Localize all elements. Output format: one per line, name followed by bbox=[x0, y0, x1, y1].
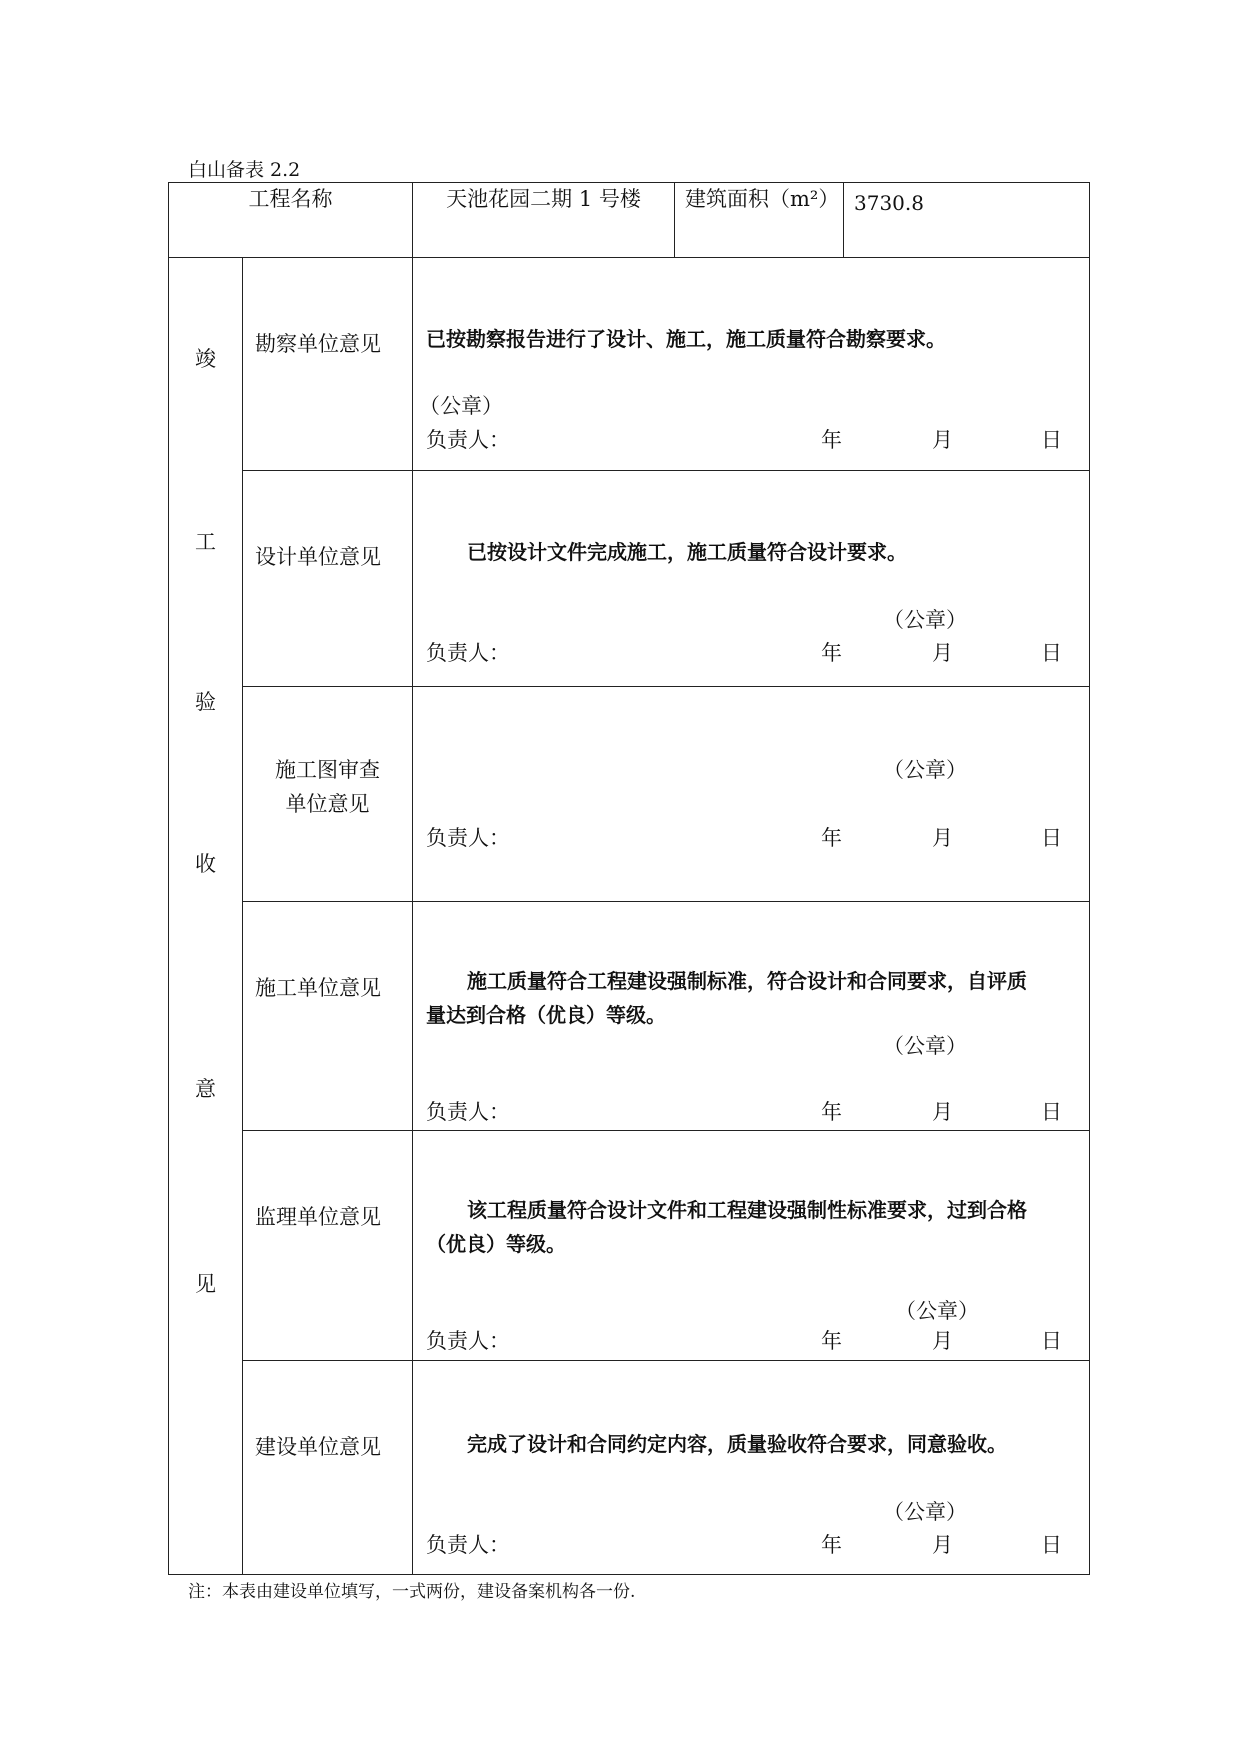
month-label: 月 bbox=[932, 1532, 953, 1557]
responsible-label: 负责人： bbox=[426, 1532, 510, 1557]
seal-label: （公章） bbox=[883, 757, 967, 782]
opinion-text: 已按设计文件完成施工，施工质量符合设计要求。 bbox=[467, 540, 907, 565]
year-label: 年 bbox=[821, 1099, 842, 1124]
unit-label-cell bbox=[243, 258, 413, 471]
opinion-line1: 该工程质量符合设计文件和工程建设强制性标准要求，过到合格 bbox=[467, 1198, 1027, 1223]
month-label: 月 bbox=[932, 641, 953, 666]
unit-label bbox=[243, 753, 412, 821]
opinion-line1: 施工质量符合工程建设强制标准，符合设计和合同要求，自评质 bbox=[467, 968, 1027, 993]
opinion-cell bbox=[413, 686, 1090, 901]
area-value: 3730.8 bbox=[844, 183, 1090, 258]
opinion-row-survey bbox=[169, 258, 1090, 471]
seal-label: （公章） bbox=[883, 608, 967, 633]
year-label: 年 bbox=[821, 641, 842, 666]
day-label: 日 bbox=[1041, 1329, 1062, 1354]
unit-label-cell bbox=[243, 471, 413, 686]
responsible-label: 负责人： bbox=[426, 428, 510, 452]
opinion-text: 已按勘察报告进行了设计、施工，施工质量符合勘察要求。 bbox=[426, 327, 946, 351]
opinion-line2: （优良）等级。 bbox=[426, 1232, 566, 1257]
opinion-row-owner bbox=[169, 1360, 1090, 1574]
opinion-cell bbox=[413, 471, 1090, 686]
responsible-label: 负责人： bbox=[426, 825, 510, 850]
year-label: 年 bbox=[821, 1532, 842, 1557]
unit-label-cell bbox=[243, 901, 413, 1130]
seal-label: （公章） bbox=[883, 1033, 967, 1058]
year-label: 年 bbox=[821, 825, 842, 850]
form-code: 白山备表 2.2 bbox=[188, 159, 301, 181]
day-label: 日 bbox=[1041, 428, 1062, 452]
month-label: 月 bbox=[932, 825, 953, 850]
unit-label-cell bbox=[243, 1131, 413, 1360]
side-label bbox=[169, 258, 243, 1575]
seal-label: （公章） bbox=[883, 1499, 967, 1524]
unit-label: 监理单位意见 bbox=[255, 1205, 381, 1230]
month-label: 月 bbox=[932, 1099, 953, 1124]
project-name-label: 工程名称 bbox=[169, 183, 413, 258]
side-char: 工 bbox=[195, 530, 216, 554]
opinion-row-supervision bbox=[169, 1131, 1090, 1360]
project-name-value: 天池花园二期 1 号楼 bbox=[413, 183, 675, 258]
opinion-text bbox=[426, 1193, 1027, 1261]
opinion-row-design bbox=[169, 471, 1090, 686]
opinion-text bbox=[426, 964, 1027, 1032]
year-label: 年 bbox=[821, 1329, 842, 1354]
unit-label: 建设单位意见 bbox=[255, 1434, 381, 1459]
unit-label-line1: 施工图审查 bbox=[275, 757, 380, 782]
opinion-row-drawing-review bbox=[169, 686, 1090, 901]
opinion-cell bbox=[413, 1360, 1090, 1574]
day-label: 日 bbox=[1041, 641, 1062, 666]
unit-label: 勘察单位意见 bbox=[255, 332, 381, 356]
unit-label-cell bbox=[243, 686, 413, 901]
seal-label: （公章） bbox=[895, 1299, 979, 1324]
opinion-cell bbox=[413, 258, 1090, 471]
side-char: 竣 bbox=[195, 347, 216, 371]
header-row bbox=[169, 183, 1090, 258]
day-label: 日 bbox=[1041, 1532, 1062, 1557]
unit-label-line2: 单位意见 bbox=[285, 791, 370, 816]
side-char: 见 bbox=[195, 1272, 216, 1296]
day-label: 日 bbox=[1041, 825, 1062, 850]
opinion-line2: 量达到合格（优良）等级。 bbox=[426, 1002, 666, 1027]
opinion-row-construction bbox=[169, 901, 1090, 1130]
day-label: 日 bbox=[1041, 1099, 1062, 1124]
side-char: 意 bbox=[195, 1077, 216, 1101]
month-label: 月 bbox=[932, 428, 953, 452]
unit-label: 施工单位意见 bbox=[255, 975, 381, 1000]
area-label: 建筑面积（m²） bbox=[675, 183, 844, 258]
opinion-cell bbox=[413, 1131, 1090, 1360]
acceptance-form-table bbox=[168, 182, 1090, 1575]
responsible-label: 负责人： bbox=[426, 641, 510, 666]
side-char: 验 bbox=[195, 690, 216, 714]
year-label: 年 bbox=[821, 428, 842, 452]
footnote: 注：本表由建设单位填写，一式两份，建设备案机构各一份. bbox=[188, 1582, 636, 1602]
opinion-cell bbox=[413, 901, 1090, 1130]
unit-label-cell bbox=[243, 1360, 413, 1574]
seal-label: （公章） bbox=[419, 394, 503, 418]
responsible-label: 负责人： bbox=[426, 1099, 510, 1124]
month-label: 月 bbox=[932, 1329, 953, 1354]
side-char: 收 bbox=[195, 852, 216, 876]
unit-label: 设计单位意见 bbox=[255, 545, 381, 570]
opinion-text: 完成了设计和合同约定内容，质量验收符合要求，同意验收。 bbox=[467, 1431, 1007, 1456]
responsible-label: 负责人： bbox=[426, 1329, 510, 1354]
